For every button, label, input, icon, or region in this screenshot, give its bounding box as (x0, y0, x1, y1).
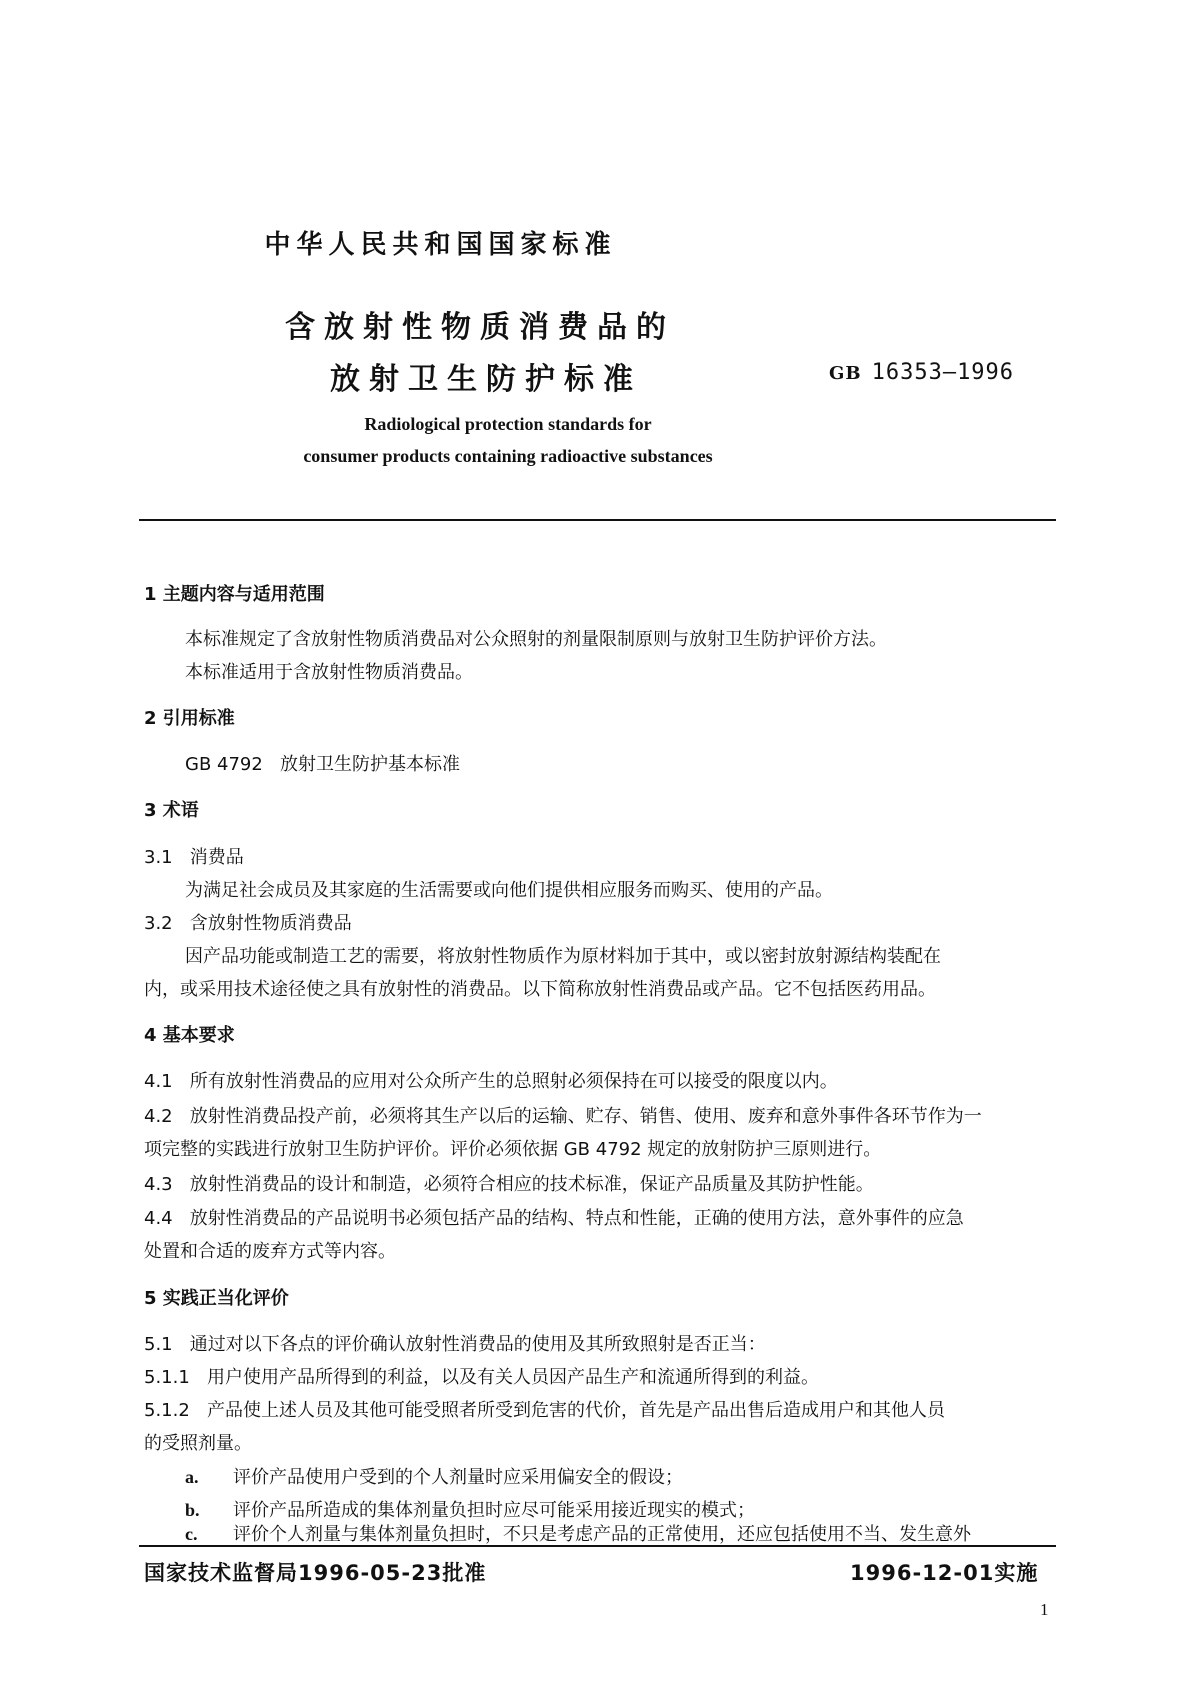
section-1-title: 1 主题内容与适用范围 (144, 584, 325, 605)
standard-code-number: 16353—1996 (871, 360, 1015, 385)
header-divider (139, 519, 1056, 521)
list-item-b-text: 评价产品所造成的集体剂量负担时应尽可能采用接近现实的模式； (233, 1500, 755, 1521)
section-5-1: 5.1 通过对以下各点的评价确认放射性消费品的使用及其所致照射是否正当： (144, 1334, 766, 1355)
list-item-b-label: b. (185, 1500, 200, 1520)
section-3-1-para: 为满足社会成员及其家庭的生活需要或向他们提供相应服务而购买、使用的产品。 (185, 880, 833, 901)
section-3-1-title: 3.1 消费品 (144, 847, 244, 868)
page-number: 1 (1040, 1600, 1049, 1619)
section-2-title: 2 引用标准 (144, 708, 235, 729)
section-4-4-line-1: 4.4 放射性消费品的产品说明书必须包括产品的结构、特点和性能，正确的使用方法，意外事件的应急 (144, 1208, 964, 1229)
effective-date: 1996-12-01实施 (850, 1561, 1039, 1585)
approval-date: 国家技术监督局1996-05-23批准 (144, 1561, 487, 1585)
title-line-2: 放射卫生防护标准 (330, 362, 642, 397)
footer-divider (139, 1545, 1056, 1547)
standard-code-prefix: GB (829, 363, 862, 384)
section-5-1-2-line-1: 5.1.2 产品使上述人员及其他可能受照者所受到危害的代价，首先是产品出售后造成用户和其他人员 (144, 1400, 945, 1421)
section-4-2-line-1: 4.2 放射性消费品投产前，必须将其生产以后的运输、贮存、销售、使用、废弃和意外事件各环节作为一 (144, 1106, 982, 1127)
national-standard-heading: 中华人民共和国国家标准 (264, 230, 617, 260)
section-3-2-para-line-2: 内，或采用技术途径使之具有放射性的消费品。以下简称放射性消费品或产品。它不包括医药用品。 (144, 979, 936, 1000)
section-4-3: 4.3 放射性消费品的设计和制造，必须符合相应的技术标准，保证产品质量及其防护性能。 (144, 1174, 874, 1195)
section-5-1-2-line-2: 的受照剂量。 (144, 1433, 252, 1454)
title-line-1: 含放射性物质消费品的 (285, 310, 675, 345)
standard-code (829, 360, 1014, 385)
list-item-b (185, 1496, 755, 1522)
section-3-2-para-line-1: 因产品功能或制造工艺的需要，将放射性物质作为原材料加于其中，或以密封放射源结构装配在 (185, 946, 941, 967)
section-5-1-1: 5.1.1 用户使用产品所得到的利益，以及有关人员因产品生产和流通所得到的利益。 (144, 1367, 819, 1388)
list-item-a (185, 1463, 683, 1489)
section-1-para-2: 本标准适用于含放射性物质消费品。 (185, 662, 473, 683)
section-1-para-1: 本标准规定了含放射性物质消费品对公众照射的剂量限制原则与放射卫生防护评价方法。 (185, 629, 887, 650)
list-item-c-label: c. (185, 1524, 198, 1544)
section-4-4-line-2: 处置和合适的废弃方式等内容。 (144, 1241, 396, 1262)
section-4-1: 4.1 所有放射性消费品的应用对公众所产生的总照射必须保持在可以接受的限度以内。 (144, 1071, 838, 1092)
list-item-c (185, 1520, 971, 1546)
section-3-title: 3 术语 (144, 800, 199, 821)
section-4-title: 4 基本要求 (144, 1025, 235, 1046)
section-4-2-line-2: 项完整的实践进行放射卫生防护评价。评价必须依据 GB 4792 规定的放射防护三原则进行。 (144, 1139, 882, 1160)
section-5-title: 5 实践正当化评价 (144, 1288, 289, 1309)
section-3-2-title: 3.2 含放射性物质消费品 (144, 913, 352, 934)
list-item-a-label: a. (185, 1467, 199, 1487)
section-2-reference: GB 4792 放射卫生防护基本标准 (185, 754, 460, 775)
list-item-a-text: 评价产品使用户受到的个人剂量时应采用偏安全的假设； (233, 1467, 683, 1488)
english-title-line-1: Radiological protection standards for (364, 414, 652, 434)
english-title-line-2: consumer products containing radioactive substances (303, 446, 713, 466)
list-item-c-text: 评价个人剂量与集体剂量负担时，不只是考虑产品的正常使用，还应包括使用不当、发生意外 (233, 1524, 971, 1545)
